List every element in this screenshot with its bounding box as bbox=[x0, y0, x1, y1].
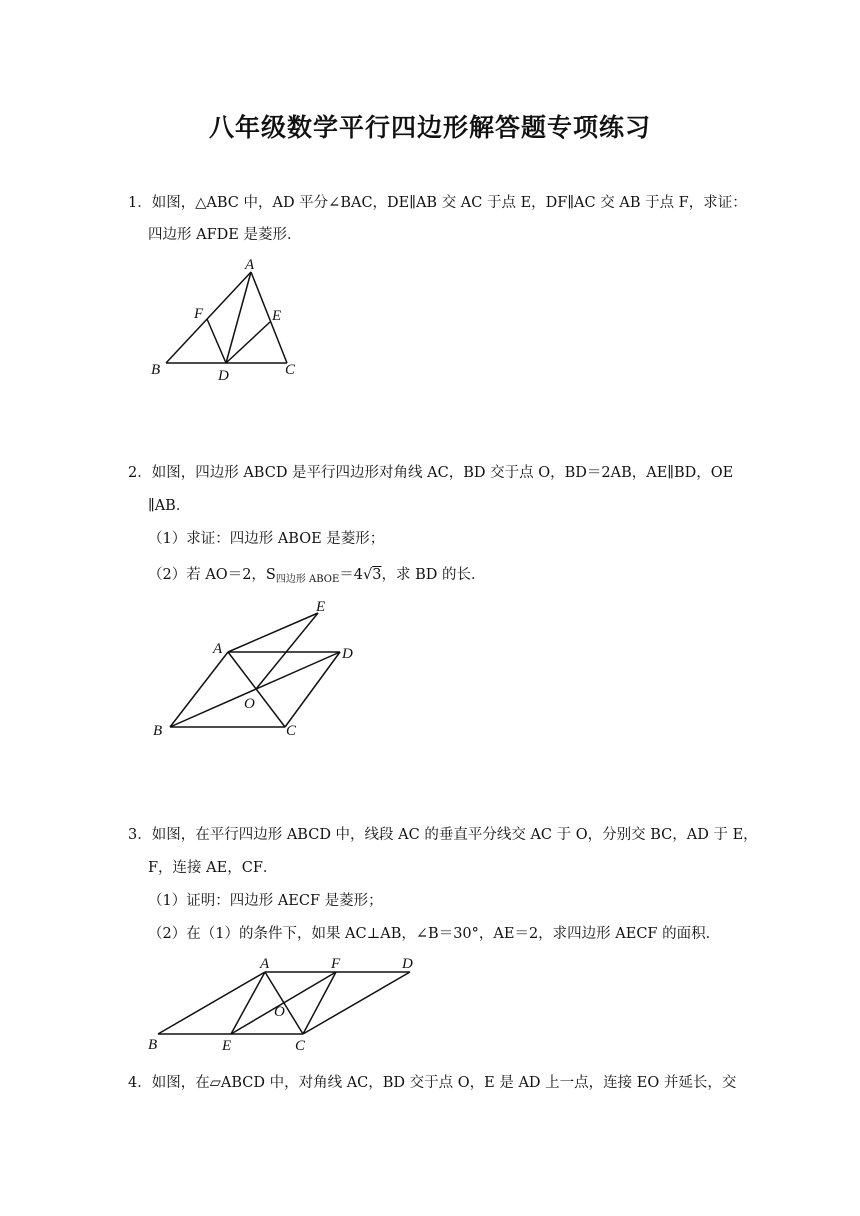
problem-3-part-2: （2）在（1）的条件下，如果 AC⊥AB，∠B＝30°，AE＝2，求四边形 AECF 的面积． bbox=[148, 926, 721, 942]
label-f: F bbox=[194, 306, 204, 322]
problem-3-part-1: （1）证明：四边形 AECF 是菱形； bbox=[148, 893, 383, 909]
label-c: C bbox=[286, 723, 297, 739]
sqrt-radicand: 3 bbox=[372, 567, 382, 583]
label-d: D bbox=[342, 646, 353, 662]
problem-3-line-1: 3．如图，在平行四边形 ABCD 中，线段 AC 的垂直平分线交 AC 于 O，分别交 BC，AD 于 E， bbox=[128, 827, 758, 843]
problem-3-line-2: F，连接 AE，CF． bbox=[148, 860, 278, 876]
label-b: B bbox=[148, 1037, 158, 1053]
problem-1-line-1: 1．如图，△ABC 中，AD 平分∠BAC，DE∥AB 交 AC 于点 E，DF∥AC 交 AB 于点 F，求证： bbox=[128, 195, 747, 211]
label-c: C bbox=[295, 1038, 306, 1054]
part-2-suffix: ，求 BD 的长． bbox=[381, 567, 486, 583]
label-e: E bbox=[316, 599, 326, 615]
parallelogram-abcd-figure-3 bbox=[158, 972, 410, 1034]
part-2-prefix: （2）若 AO＝2，S bbox=[148, 567, 276, 583]
page-title: 八年级数学平行四边形解答题专项练习 bbox=[208, 113, 651, 142]
label-d: D bbox=[218, 368, 229, 384]
problem-2-line-2: ∥AB． bbox=[148, 498, 191, 514]
label-d: D bbox=[402, 956, 413, 972]
part-2-equals: ＝4 bbox=[339, 567, 364, 583]
label-c: C bbox=[285, 362, 296, 378]
label-b: B bbox=[153, 723, 163, 739]
label-b: B bbox=[151, 362, 161, 378]
problem-2-line-1: 2．如图，四边形 ABCD 是平行四边形对角线 AC，BD 交于点 O，BD＝2AB，AE∥BD，OE bbox=[128, 465, 734, 481]
sqrt-symbol: √ bbox=[363, 567, 373, 583]
area-subscript: 四边形 ABOE bbox=[275, 574, 340, 585]
label-e: E bbox=[222, 1038, 232, 1054]
problem-2-part-1: （1）求证：四边形 ABOE 是菱形； bbox=[148, 531, 385, 547]
label-o: O bbox=[274, 1004, 285, 1020]
label-o: O bbox=[244, 696, 255, 712]
label-a: A bbox=[213, 641, 223, 657]
label-a: A bbox=[260, 956, 270, 972]
label-a: A bbox=[245, 257, 255, 273]
problem-4-line-1: 4．如图，在▱ABCD 中，对角线 AC，BD 交于点 O，E 是 AD 上一点，连接 EO 并延长，交 bbox=[128, 1075, 737, 1091]
problem-1-line-2: 四边形 AFDE 是菱形． bbox=[148, 227, 302, 243]
label-f: F bbox=[331, 956, 341, 972]
label-e: E bbox=[272, 308, 282, 324]
